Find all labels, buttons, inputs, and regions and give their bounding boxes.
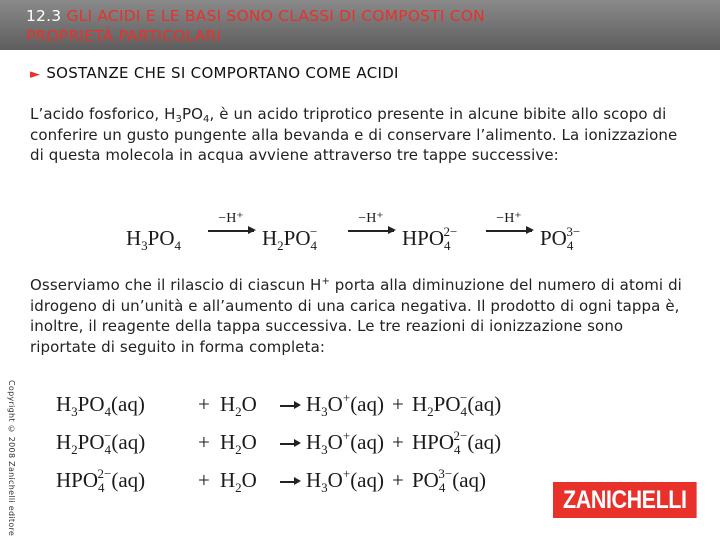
section-title: SOSTANZE CHE SI COMPORTANO COME ACIDI xyxy=(46,64,399,82)
hydronium: $H_3O^+(aq)$ xyxy=(306,466,384,495)
paragraph-text: , è un acido triprotico presente in alcune bibite allo scopo di conferire un gusto pungente alla bevanda e di conservare l’alimento. La ionizzazione di questa molecola in acqua avviene attraverso tre tappe successive: xyxy=(30,105,678,164)
paragraph-text: Osserviamo che il rilascio di ciascun H xyxy=(30,276,322,294)
step-label: −H⁺ xyxy=(496,211,522,226)
paragraph-explanation xyxy=(30,275,690,357)
step-arrow-3 xyxy=(486,212,532,232)
species-po4: $PO_4^{3-}$ xyxy=(540,224,581,253)
arrow-icon xyxy=(208,230,254,232)
slide-title-line1: GLI ACIDI E LE BASI SONO CLASSI DI COMPOSTI CON xyxy=(66,7,485,25)
species-h3po4: $H_3PO_4$ xyxy=(126,226,182,253)
step-label: −H⁺ xyxy=(218,211,244,226)
product: $PO_4^{3-}(aq)$ xyxy=(412,466,487,495)
copyright-notice: Copyright © 2008 Zanichelli editore xyxy=(7,380,16,537)
reaction-arrow-icon xyxy=(280,405,298,407)
triangle-bullet-icon: ► xyxy=(30,67,41,82)
product: $HPO_4^{2-}(aq)$ xyxy=(412,428,502,457)
subscript: 3 xyxy=(175,114,182,125)
paragraph-text: PO xyxy=(181,105,204,123)
section-number: 12.3 xyxy=(26,7,62,25)
step-label: −H⁺ xyxy=(358,211,384,226)
water: $H_2O$ xyxy=(220,392,257,419)
hydronium: $H_3O^+(aq)$ xyxy=(306,428,384,457)
reactant: $H_3PO_4(aq)$ xyxy=(56,392,145,419)
step-arrow-1 xyxy=(208,212,254,232)
slide-title-line2: PROPRIETÀ PARTICOLARI xyxy=(26,27,222,45)
slide-title xyxy=(26,6,666,46)
step-arrow-2 xyxy=(348,212,394,232)
species-hpo4: $HPO_4^{2-}$ xyxy=(402,224,458,253)
arrow-icon xyxy=(486,230,532,232)
slide-header xyxy=(0,0,720,50)
water: $H_2O$ xyxy=(220,430,257,457)
species-h2po4: $H_2PO_4^-$ xyxy=(262,224,318,253)
superscript: + xyxy=(321,276,330,287)
plus-sign: + xyxy=(198,392,210,416)
subscript: 4 xyxy=(203,114,210,125)
arrow-icon xyxy=(348,230,394,232)
plus-sign: + xyxy=(392,468,404,492)
water: $H_2O$ xyxy=(220,468,257,495)
reactant: $H_2PO_4^-(aq)$ xyxy=(56,428,146,457)
paragraph-text: porta alla diminuzione del numero di atomi di idrogeno di un’unità e all’aumento di una carica negativa. Il prodotto di ogni tappa è, inoltre, il reagente della tappa successiva. Le tre reazioni di ionizzazione sono riportate di seguito in forma completa: xyxy=(30,276,682,356)
hydronium: $H_3O^+(aq)$ xyxy=(306,390,384,419)
product: $H_2PO_4^-(aq)$ xyxy=(412,390,502,419)
plus-sign: + xyxy=(198,430,210,454)
ionization-chain xyxy=(126,212,596,262)
plus-sign: + xyxy=(392,392,404,416)
reaction-arrow-icon xyxy=(280,443,298,445)
reactant: $HPO_4^{2-}(aq)$ xyxy=(56,466,146,495)
paragraph-intro xyxy=(30,104,690,166)
publisher-logo: ZANICHELLI xyxy=(553,482,697,518)
reaction-arrow-icon xyxy=(280,481,298,483)
paragraph-text: L’acido fosforico, H xyxy=(30,105,176,123)
plus-sign: + xyxy=(392,430,404,454)
plus-sign: + xyxy=(198,468,210,492)
section-heading xyxy=(30,64,399,82)
